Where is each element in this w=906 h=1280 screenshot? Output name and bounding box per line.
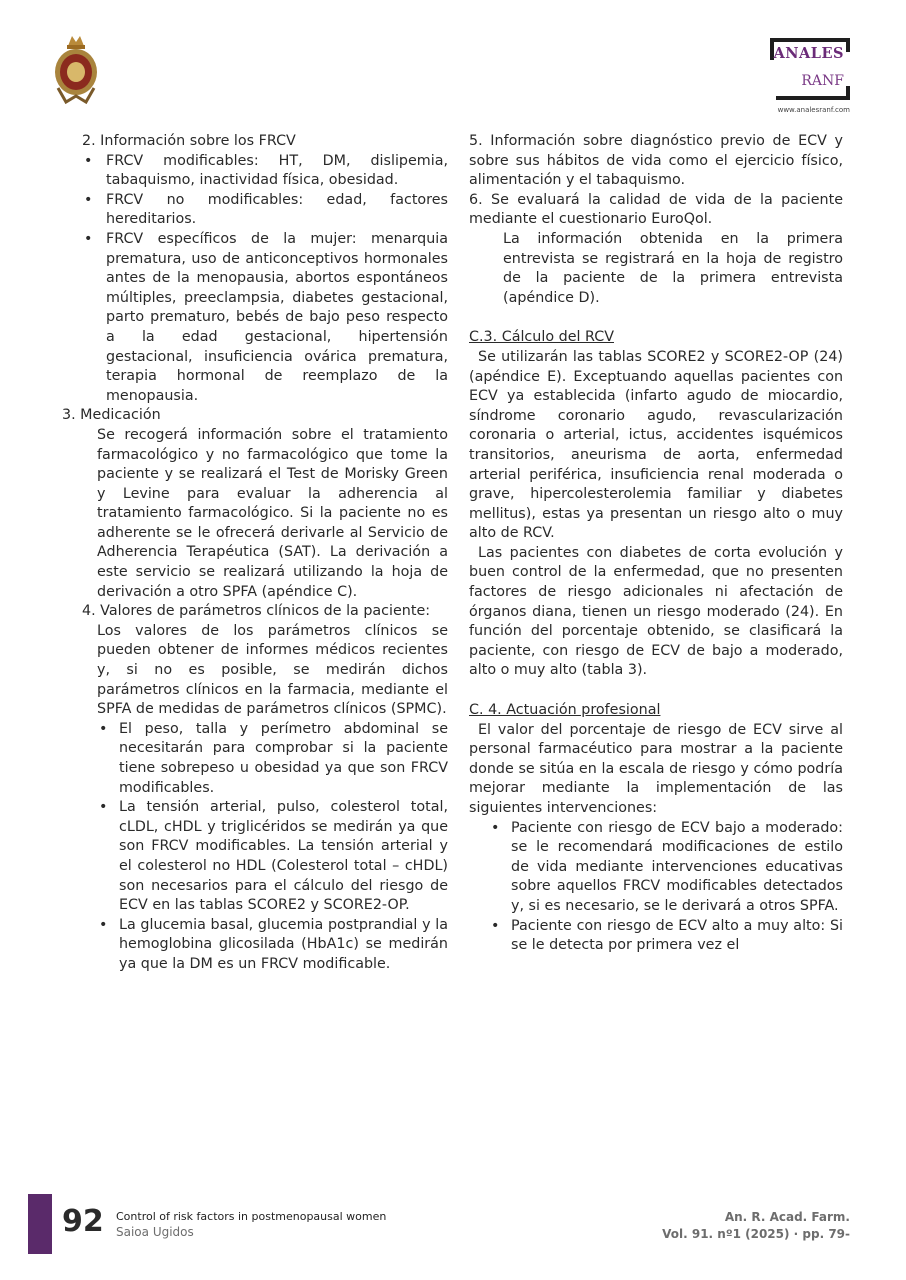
frcv-list bbox=[62, 152, 448, 407]
list-item: • Paciente con riesgo de ECV bajo a moderado: se le recomendará modificaciones de estilo de vida mediante intervenciones educativas sobre aquellos FRCV modificables detectados y, si es necesario, se le derivará a otros SPFA. bbox=[469, 819, 843, 917]
paragraph-actuacion: El valor del porcentaje de riesgo de ECV sirve al personal farmacéutico para mostrar a la paciente donde se sitúa en la escala de riesgo y cómo podría mejorar mediante la implementación de las siguientes intervenciones: bbox=[469, 721, 843, 816]
paragraph-medicacion: Se recogerá información sobre el tratamiento farmacológico y no farmacológico que tome la paciente y se realizará el Test de Morisky Green y Levine para evaluar la adherencia al tratamiento farmacológico. Si la paciente no es adherente se le ofrecerá derivarle al Servicio de Adherencia Terapéutica (SAT). La derivación a este servicio se realizará utilizando la hoja de derivación a otro SPFA (apéndice C). bbox=[97, 426, 448, 600]
footer-accent-bar bbox=[28, 1194, 52, 1254]
paragraph-score: Se utilizarán las tablas SCORE2 y SCORE2-OP (24) (apéndice E). Exceptuando aquellas pacientes con ECV ya establecida (infarto agudo de miocardio, síndrome coronario agudo, revascularización coronaria o arterial, ictus, accidentes isquémicos transitorios, aneurisma de aorta, enfermedad arterial periférica, insuficiencia renal moderada o grave, hipercolesterolemia familiar y diabetes mellitus), estas ya presentan un riesgo alto o muy alto de RCV. bbox=[469, 348, 843, 542]
section-title-calculo: C.3. Cálculo del RCV bbox=[469, 329, 614, 346]
logo-url: www.analesranf.com bbox=[777, 106, 850, 114]
paragraph-euroqol: 6. Se evaluará la calidad de vida de la paciente mediante el cuestionario EuroQol. bbox=[469, 191, 843, 228]
paragraph-registro: La información obtenida en la primera entrevista se registrará en la hoja de registro de la paciente de la primera entrevista (apéndice D). bbox=[503, 230, 843, 306]
intervenciones-list bbox=[469, 819, 843, 956]
paragraph-diabetes: Las pacientes con diabetes de corta evolución y buen control de la enfermedad, que no presenten factores de riesgo adicionales ni afectación de órganos diana, tienen un riesgo moderado (24). En función del porcentaje obtenido, se clasificará la paciente, con riesgo de ECV de bajo a moderado, alto o muy alto (tabla 3). bbox=[469, 544, 843, 679]
section-title-actuacion: C. 4. Actuación profesional bbox=[469, 702, 661, 719]
heading-frcv-info: 2. Información sobre los FRCV bbox=[82, 133, 296, 149]
page-number: 92 bbox=[62, 1204, 104, 1239]
journal-name: An. R. Acad. Farm. bbox=[724, 1210, 850, 1224]
list-item: • La tensión arterial, pulso, colesterol total, cLDL, cHDL y triglicéridos se medirán ya que son FRCV modificables. La tensión arterial y el colesterol no HDL (Colesterol total – cHDL) son necesarios para el cálculo del riesgo de ECV en las tablas SCORE2 y SCORE2-OP. bbox=[62, 798, 448, 916]
logo-title: ANALES bbox=[773, 45, 844, 62]
parametros-list bbox=[62, 720, 448, 975]
right-column bbox=[469, 132, 843, 956]
list-item: • FRCV específicos de la mujer: menarquia prematura, uso de anticonceptivos hormonales antes de la menopausia, abortos espontáneos múltiples, preeclampsia, diabetes gestacional, parto prematuro, bebés de bajo peso respecto a la edad gestacional, hipertensión gestacional, insuficiencia ovárica prematura, terapia hormonal de reemplazo de la menopausia. bbox=[62, 230, 448, 406]
academy-crest-icon bbox=[52, 32, 100, 106]
heading-medicacion: 3. Medicación bbox=[62, 407, 161, 424]
list-item: • FRCV no modificables: edad, factores hereditarios. bbox=[62, 191, 448, 230]
list-item: • El peso, talla y perímetro abdominal se necesitarán para comprobar si la paciente tiene sobrepeso u obesidad ya que son FRCV modificables. bbox=[62, 720, 448, 798]
running-author: Saioa Ugidos bbox=[116, 1225, 194, 1239]
list-item: • La glucemia basal, glucemia postprandial y la hemoglobina glicosilada (HbA1c) se medirán ya que la DM es un FRCV modificable. bbox=[62, 916, 448, 975]
heading-parametros: 4. Valores de parámetros clínicos de la paciente: bbox=[82, 603, 431, 620]
running-title: Control of risk factors in postmenopausal women bbox=[116, 1210, 387, 1223]
left-column bbox=[62, 132, 448, 975]
paragraph-parametros: Los valores de los parámetros clínicos se pueden obtener de informes médicos recientes y, si no es posible, se medirán dichos parámetros clínicos en la farmacia, mediante el SPFA de medidas de parámetros clínicos (SPMC). bbox=[97, 622, 448, 718]
logo-subtitle: RANF bbox=[801, 73, 844, 89]
paragraph-diagnostico: 5. Información sobre diagnóstico previo de ECV y sobre sus hábitos de vida como el ejercicio físico, alimentación y el tabaquismo. bbox=[469, 133, 843, 189]
journal-logo bbox=[740, 38, 852, 118]
list-item: • Paciente con riesgo de ECV alto a muy alto: Si se le detecta por primera vez el bbox=[469, 917, 843, 956]
list-item: • FRCV modificables: HT, DM, dislipemia, tabaquismo, inactividad física, obesidad. bbox=[62, 152, 448, 191]
journal-volume: Vol. 91. nº1 (2025) · pp. 79- bbox=[662, 1227, 850, 1241]
